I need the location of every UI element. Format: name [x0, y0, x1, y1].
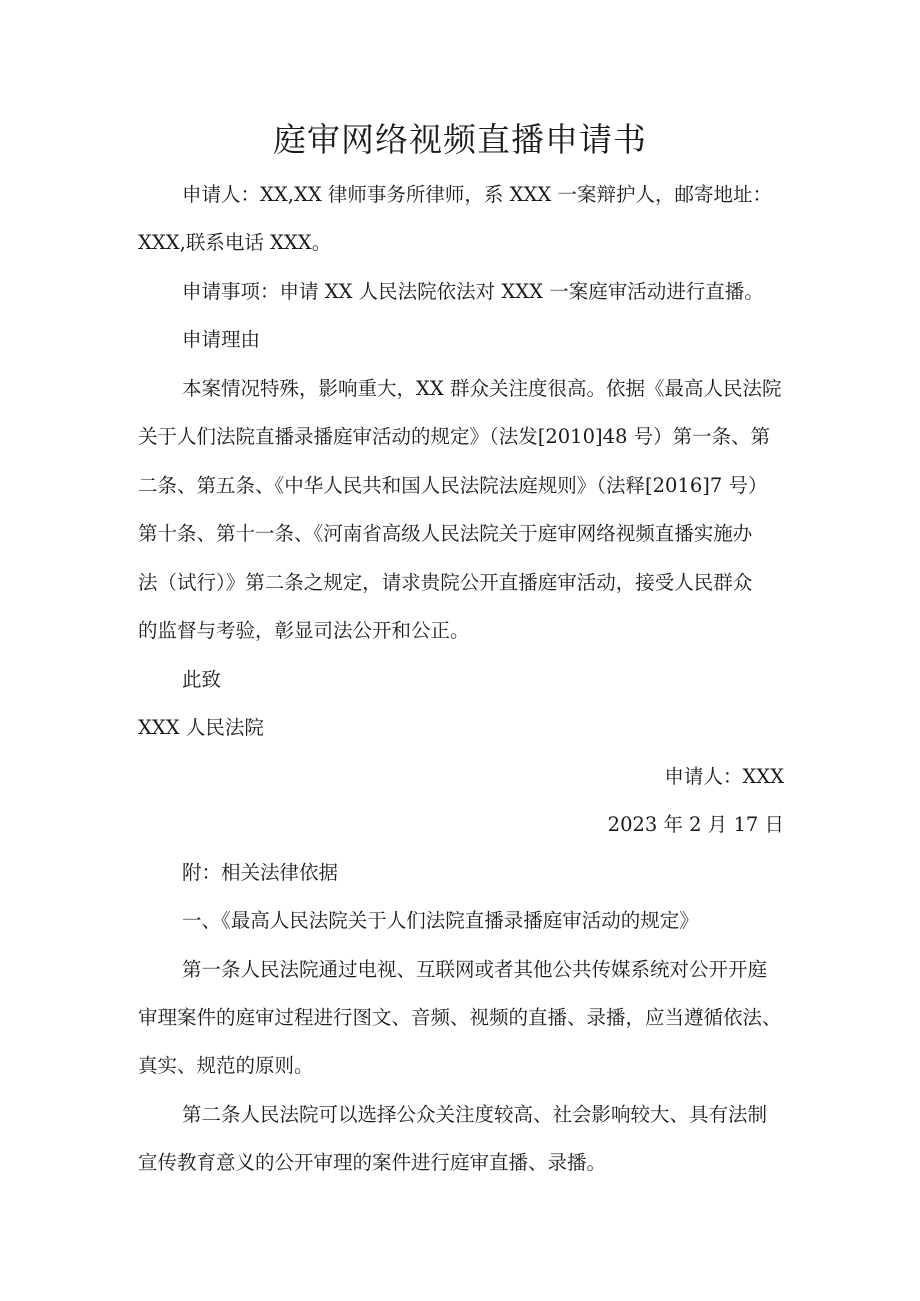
- document-title: 庭审网络视频直播申请书: [273, 120, 647, 159]
- reason-line: 二条、第五条、《中华人民共和国人民法院法庭规则》（法释[2016]7 号）: [138, 474, 768, 497]
- date: 2023 年 2 月 17 日: [607, 813, 784, 836]
- signature: 申请人：XXX: [664, 765, 784, 788]
- applicant-line-2: XXX,联系电话 XXX。: [138, 231, 332, 254]
- article-1-line: 第一条人民法院通过电视、互联网或者其他公共传媒系统对公开开庭: [182, 958, 768, 981]
- article-1-line: 真实、规范的原则。: [138, 1054, 314, 1077]
- reason-heading: 申请理由: [182, 328, 261, 351]
- recipient: XXX 人民法院: [138, 716, 264, 739]
- reason-line: 法（试行）》第二条之规定，请求贵院公开直播庭审活动，接受人民群众: [138, 571, 753, 594]
- reason-line: 关于人们法院直播录播庭审活动的规定》（法发[2010]48 号）第一条、第: [138, 425, 771, 448]
- article-2-line: 第二条人民法院可以选择公众关注度较高、社会影响较大、具有法制: [182, 1103, 768, 1126]
- appendix-section-1: 一、《最高人民法院关于人们法院直播录播庭审活动的规定》: [182, 909, 699, 932]
- applicant-line-1: 申请人：XX,XX 律师事务所律师，系 XXX 一案辩护人，邮寄地址：: [182, 183, 772, 206]
- article-2-line: 宣传教育意义的公开审理的案件进行庭审直播、录播。: [138, 1151, 607, 1174]
- reason-line: 第十条、第十一条、《河南省高级人民法院关于庭审网络视频直播实施办: [138, 522, 753, 545]
- reason-line: 本案情况特殊，影响重大，XX 群众关注度很高。依据《最高人民法院: [182, 377, 782, 400]
- salutation: 此致: [182, 668, 222, 691]
- appendix-heading: 附：相关法律依据: [182, 861, 339, 884]
- article-1-line: 审理案件的庭审过程进行图文、音频、视频的直播、录播，应当遵循依法、: [138, 1006, 782, 1029]
- reason-line: 的监督与考验，彰显司法公开和公正。: [138, 619, 470, 642]
- request-item: 申请事项：申请 XX 人民法院依法对 XXX 一案庭审活动进行直播。: [182, 280, 764, 303]
